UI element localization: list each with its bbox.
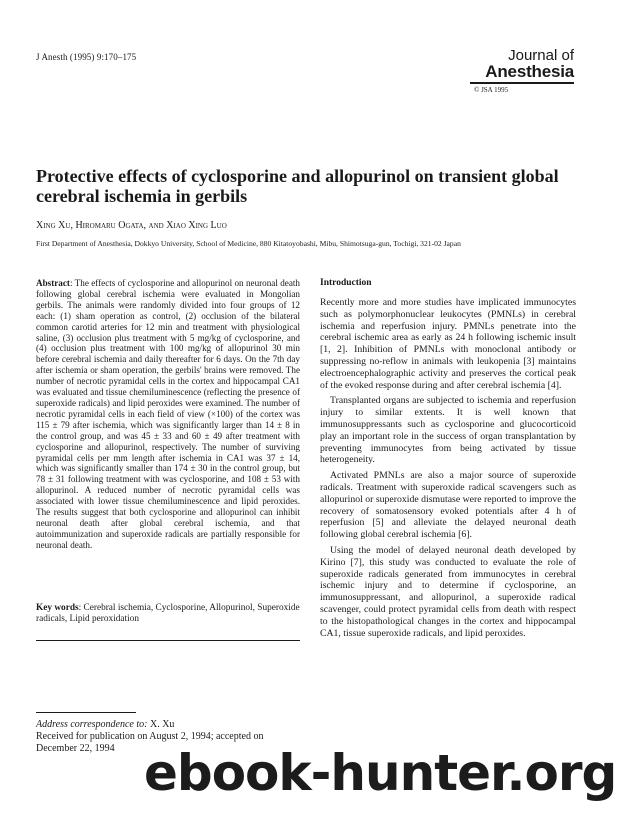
intro-paragraph: Using the model of delayed neuronal death developed by Kirino [7], this study was conducted to evaluate the role of superoxide radicals generated from immunocytes in cerebral ischemic injury and to determine if cyclosporine, an immunosuppressant, and allopurinol, a superoxide radical scavenger, could protect pyramidal cells from death with respect to the histopathological changes in the cortex and hippocampal CA1, tissue superoxide radicals, and lipid peroxides. <box>320 544 576 639</box>
copyright-notice: © JSA 1995 <box>474 86 509 94</box>
correspondence-line <box>36 719 300 731</box>
journal-logo-rule <box>470 82 574 84</box>
correspondence-name: X. Xu <box>147 719 175 730</box>
abstract-block <box>36 278 300 551</box>
footnote-rule <box>36 712 136 713</box>
watermark: ebook-hunter.org <box>144 744 617 802</box>
received-dates: Received for publication on August 2, 1994; accepted on December 22, 1994 <box>36 731 264 754</box>
intro-paragraph: Transplanted organs are subjected to ischemia and reperfusion injury to similar extents. It is well known that immunosuppressants such as cyclosporine and glucocorticoid play an important role in the success of organ transplantation by preventing immunocytes from being activated by tissue heterogeneity. <box>320 395 576 466</box>
intro-paragraph: Recently more and more studies have implicated immunocytes such as polymorphonuclear leukocytes (PMNLs) in cerebral ischemia and reperfusion injury. PMNLs penetrate into the cerebral ischemic area as early as 24 h following ischemic insult [1, 2]. Inhibition of PMNLs with monoclonal antibody or suppressing no-reflow in animals with leukopenia [3] maintains electroencephalographic activity and preserves the cortical peak of the evoked response during and after cerebral ischemia [4]. <box>320 297 576 391</box>
introduction-body <box>320 297 576 643</box>
journal-citation: J Anesth (1995) 9:170–175 <box>36 52 137 62</box>
correspondence-label: Address correspondence to: <box>36 719 148 730</box>
keywords-text: : Cerebral ischemia, Cyclosporine, Allopurinol, Superoxide radicals, Lipid peroxidation <box>36 603 300 624</box>
journal-logo-name: Anesthesia <box>485 62 574 81</box>
journal-logo-top: Journal of <box>508 47 574 64</box>
introduction-heading: Introduction <box>320 278 372 288</box>
article-authors: Xing Xu, Hiromaru Ogata, and Xiao Xing Luo <box>36 220 227 231</box>
author-affiliation: First Department of Anesthesia, Dokkyo University, School of Medicine, 880 Kitatoyobashi, Mibu, Shimotsuga-gun, Tochigi, 321-02 Japan <box>36 239 461 248</box>
abstract-text: : The effects of cyclosporine and allopurinol on neuronal death following global cerebral ischemia were evaluated in Mongolian gerbils. The animals were randomly divided into four groups of 12 each: (1) sham operation as control, (2) occlusion of the bilateral common carotid arteries for 12 min and treatment with physiological saline, (3) occlusion plus treatment with 5 mg/kg of cyclosporine, and (4) occlusion plus treatment with 100 mg/kg of allopurinol 30 min before cerebral ischemia and daily thereafter for 6 days. On the 7th day after ischemia or sham operation, the gerbils' brains were removed. The number of necrotic pyramidal cells in the cortex and hippocampal CA1 was evaluated and tissue chemiluminescence (reflecting the presence of superoxide radicals) and lipid peroxides were examined. The number of necrotic pyramidal cells in each field of view (×100) of the cortex was 115 ± 79 after ischemia, which was significantly larger than 14 ± 8 in the control group, and was 45 ± 33 and 60 ± 49 after treatment with cyclosporine and allopurinol, respectively. The number of surviving pyramidal cells per mm length after ischemia in CA1 was 37 ± 14, which was significantly smaller than 174 ± 30 in the control group, but 78 ± 31 following treatment with was cyclosporine, and 108 ± 53 with allopurinol. A reduced number of necrotic pyramidal cells was associated with lower tissue chemiluminescence and lipid peroxides. The results suggest that both cyclosporine and allopurinol can inhibit neuronal death after global cerebral ischemia, and that autoimmunization and superoxide radicals are partially responsible for neuronal death. <box>36 278 300 550</box>
intro-paragraph: Activated PMNLs are also a major source of superoxide radicals. Treatment with superoxide radical scavengers such as allopurinol or superoxide dismutase were reported to improve the recovery of somatosensory evoked potentials after 4 h of reperfusion [5] and alleviate the delayed neuronal death following global cerebral ischemia [6]. <box>320 470 576 541</box>
keywords-label: Key words <box>36 603 79 613</box>
abstract-label: Abstract <box>36 278 70 288</box>
abstract-divider <box>36 640 300 641</box>
article-title: Protective effects of cyclosporine and allopurinol on transient global cerebral ischemia in gerbils <box>36 166 559 206</box>
keywords-block <box>36 603 300 625</box>
